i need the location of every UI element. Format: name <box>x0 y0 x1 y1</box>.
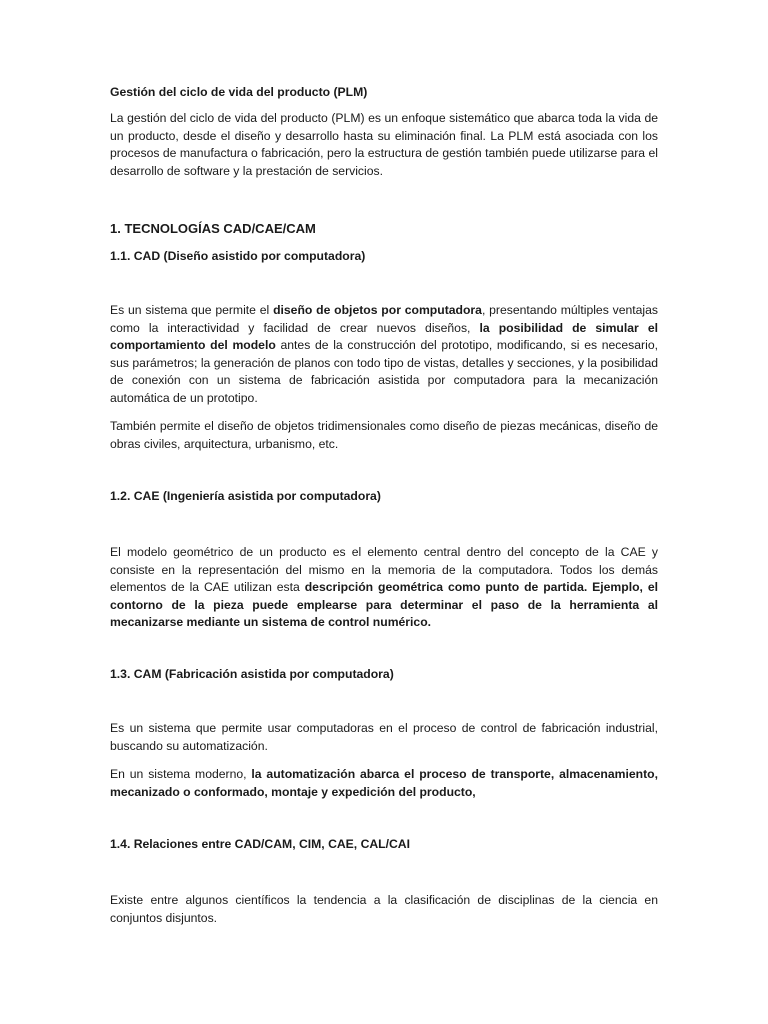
relations-paragraph: Existe entre algunos científicos la tendencia a la clasificación de disciplinas de la ciencia en conjuntos disjuntos. <box>110 893 658 925</box>
cae-p1-text: El modelo geométrico de un producto es el elemento central dentro del concepto de la CAE y consiste en la representación del mismo en la memoria de la computadora. Todos los demás elementos de la CAE utilizan esta <box>110 545 658 595</box>
intro-paragraph: La gestión del ciclo de vida del producto (PLM) es un enfoque sistemático que abarca toda la vida de un producto, desde el diseño y desarrollo hasta su eliminación final. La PLM está asociada con los procesos de manufactura o fabricación, pero la estructura de gestión también puede utilizarse para el desarrollo de software y la prestación de servicios. <box>110 111 658 178</box>
cam-p2-text: En un sistema moderno, <box>110 767 252 781</box>
cad-p1-text-c: , presentando múltiples ventajas como la interactividad y facilidad de crear nuevos diseños, <box>110 303 658 335</box>
cae-paragraph <box>110 544 658 632</box>
cad-paragraph-1 <box>110 302 658 408</box>
section-1-heading: 1. TECNOLOGÍAS CAD/CAE/CAM <box>110 221 316 236</box>
relations-heading: 1.4. Relaciones entre CAD/CAM, CIM, CAE, CAL/CAI <box>110 837 410 851</box>
cae-p1-emphasis: descripción geométrica como punto de partida. Ejemplo, el contorno de la pieza puede emplearse para determinar el paso de la herramienta al mecanizarse mediante un sistema de control numérico. <box>110 580 658 630</box>
cad-p1-emphasis-a: diseño de objetos por computadora <box>273 303 482 317</box>
document-title: Gestión del ciclo de vida del producto (PLM) <box>110 85 368 99</box>
cae-heading: 1.2. CAE (Ingeniería asistida por computadora) <box>110 489 381 503</box>
cam-paragraph-1: Es un sistema que permite usar computadoras en el proceso de control de fabricación industrial, buscando su automatización. <box>110 721 658 753</box>
cad-p1-text-a: Es un sistema que permite el <box>110 303 274 317</box>
cam-p2-emphasis: la automatización abarca el proceso de transporte, almacenamiento, mecanizado o conformado, montaje y expedición del producto, <box>110 767 658 799</box>
cad-paragraph-2: También permite el diseño de objetos tridimensionales como diseño de piezas mecánicas, diseño de obras civiles, arquitectura, urbanismo, etc. <box>110 419 658 451</box>
cad-p1-emphasis-b: la posibilidad de simular el comportamiento del modelo <box>110 320 658 353</box>
cam-paragraph-2 <box>110 766 658 801</box>
cad-heading: 1.1. CAD (Diseño asistido por computadora) <box>110 249 366 263</box>
cam-heading: 1.3. CAM (Fabricación asistida por computadora) <box>110 667 394 681</box>
cad-p1-text-e: antes de la construcción del prototipo, modificando, si es necesario, sus parámetros; la generación de planos con todo tipo de vistas, detalles y secciones, y la posibilidad de conexión con un sistema de fabricación asistida por computadora para la mecanización automática de un prototipo. <box>110 338 658 405</box>
